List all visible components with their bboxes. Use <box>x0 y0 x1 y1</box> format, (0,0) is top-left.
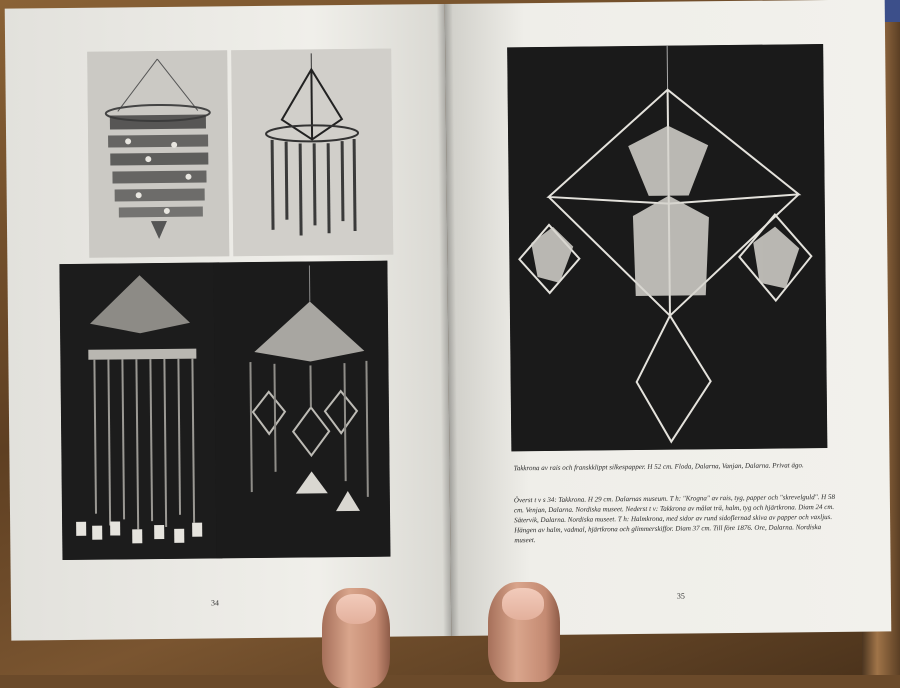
left-page <box>5 4 452 641</box>
photo-ornament-top-left <box>87 50 229 257</box>
photo-caption: Takkrona av rais och franskklippt silkespapper. H 52 cm. Floda, Dalarna, Vanjan, Dalarna. Privat ägo. <box>514 460 836 473</box>
right-thumbnail <box>502 588 544 620</box>
photo-ornament-top-right <box>231 49 393 257</box>
open-book <box>5 0 892 641</box>
left-thumbnail <box>336 594 376 624</box>
right-page <box>445 0 892 636</box>
page-number-left: 34 <box>211 598 219 607</box>
photo-ornament-bottom-left <box>59 262 222 560</box>
photo-credits: Överst t v s 34: Takkrona. H 29 cm. Dalarnas museum. T h: "Krogna" av rais, tyg, papper och "skrevelguld". H 58 cm. Venjan, Dalarna. Nordiska museet. Nederst t v: Takkrona av målat trä, halm, tyg och hjärtkrona. Diam 24 cm. Sätervik, Dalarna. Nordiska museet. T h: Halmkrona, med sidor av rund sidoflernad skiva av papper och vaxljus. Hängen av halm, vadmal, hjärtkrona och glimmerskiffor. Diam 37 cm. Till före 1876. Ore, Dalarna. Nordiska museet. <box>514 492 837 545</box>
page-number-right: 35 <box>677 592 685 601</box>
photo-large-ornament <box>507 44 827 451</box>
photo-ornament-bottom-right <box>213 261 390 559</box>
